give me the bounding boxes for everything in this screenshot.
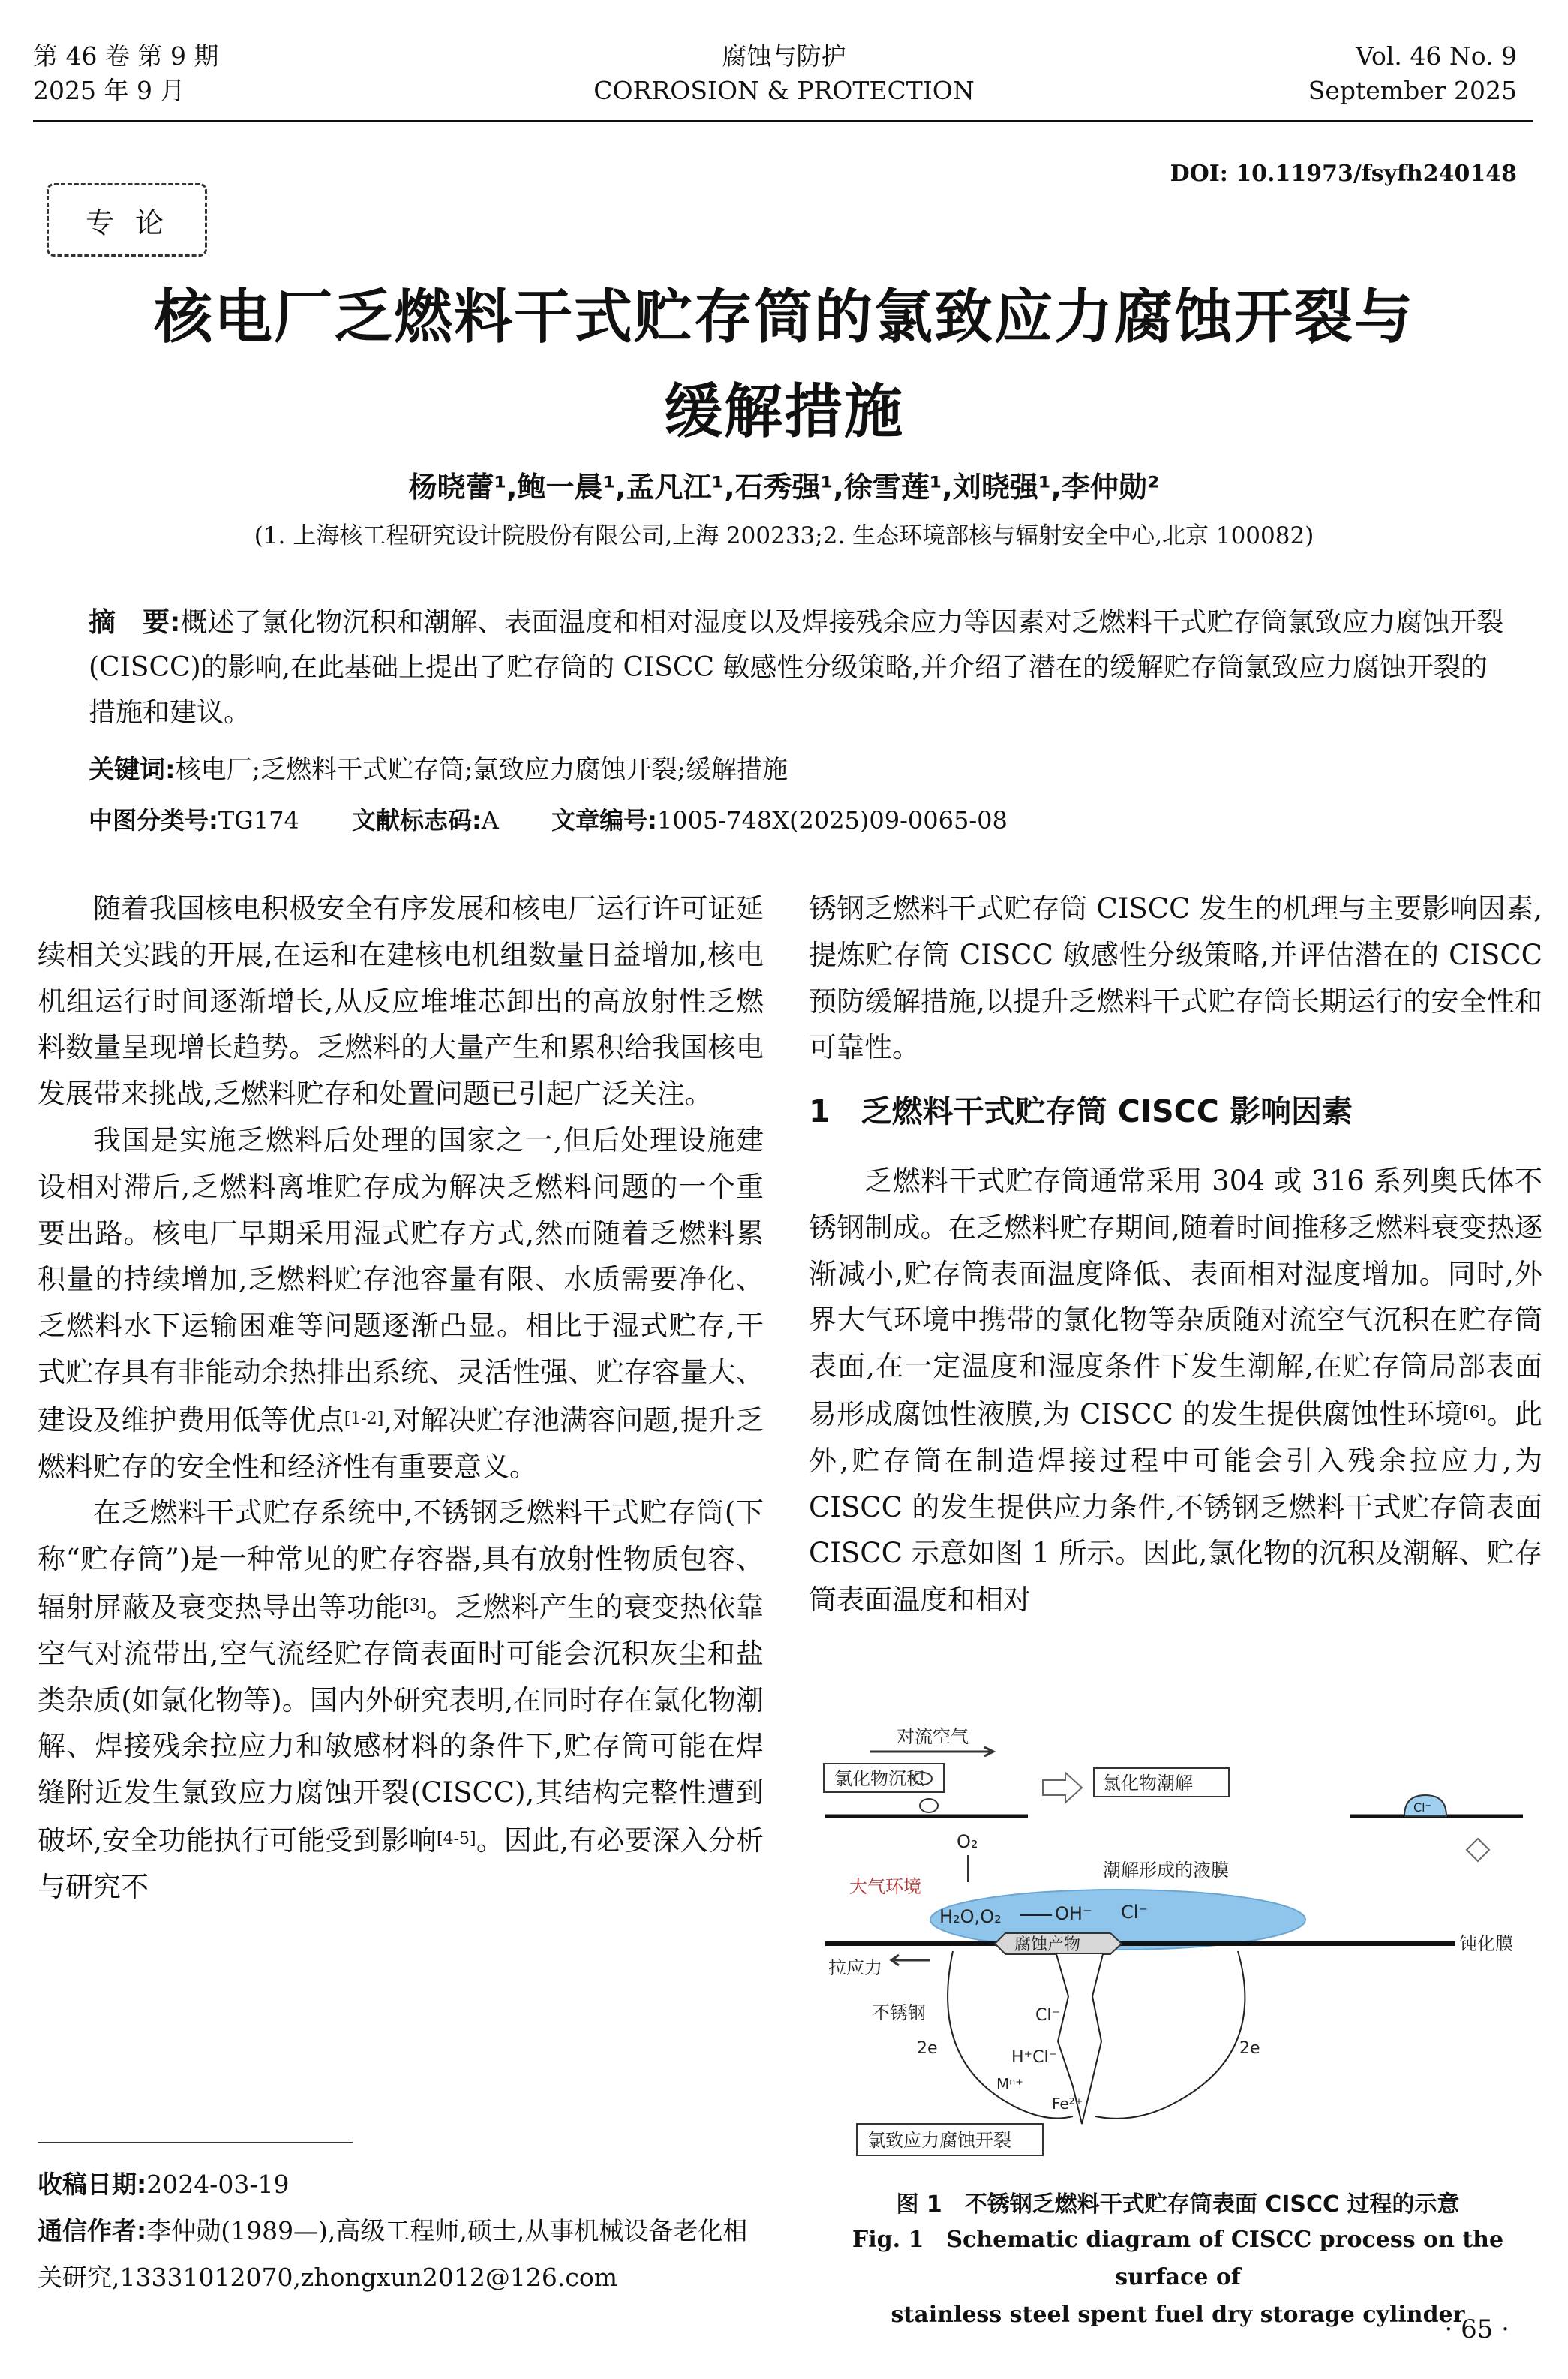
journal-name: 腐蚀与防护 CORROSION & PROTECTION bbox=[593, 41, 975, 105]
right-column bbox=[809, 886, 1542, 1623]
article-number-label: 文章编号: bbox=[551, 806, 657, 835]
paragraph: 锈钢乏燃料干式贮存筒 CISCC 发生的机理与主要影响因素,提炼贮存筒 CISCC 敏感性分级策略,并评估潜在的 CISCC 预防缓解措施,以提升乏燃料干式贮存筒长期运行的安全性和可靠性。 bbox=[809, 892, 1542, 1064]
electron-path-right bbox=[1095, 1951, 1245, 2119]
two-e-left-label: 2e bbox=[917, 2039, 938, 2058]
page-number: · 65 · bbox=[1444, 2314, 1509, 2344]
tensile-stress-label: 拉应力 bbox=[828, 1957, 882, 1978]
keywords-label: 关键词: bbox=[89, 755, 176, 785]
citation: [6] bbox=[1463, 1403, 1487, 1422]
figure-caption-cn: 图 1 不锈钢乏燃料干式贮存筒表面 CISCC 过程的示意 bbox=[896, 2191, 1460, 2218]
citation: [4-5] bbox=[437, 1829, 476, 1848]
journal-volume-issue: 第 46 卷 第 9 期 2025 年 9 月 bbox=[33, 41, 219, 105]
corresponding-author: 李仲勋(1989—),高级工程师,硕士,从事机械设备老化相关研究,13331012070,zhongxun2012@126.com bbox=[38, 2216, 748, 2292]
footnote-rule bbox=[38, 2142, 353, 2143]
paragraph: 我国是实施乏燃料后处理的国家之一,但后处理设施建设相对滞后,乏燃料离堆贮存成为解决乏燃料问题的一个重要出路。核电厂早期采用湿式贮存方式,然而随着乏燃料累积量的持续增加,乏燃料贮存池容量有限、水质需要净化、乏燃料水下运输困难等问题逐渐凸显。相比于湿式贮存,干式贮存具有非能动余热排出系统、灵活性强、贮存容量大、建设及维护费用低等优点[1-2],对解决贮存池满容问题,提升乏燃料贮存的安全性和经济性有重要意义。 bbox=[38, 1123, 764, 1483]
cl-minus-label-2: Cl⁻ bbox=[1035, 2006, 1061, 2025]
arrow-right-icon bbox=[1043, 1773, 1082, 1803]
figure-ciscc-diagram bbox=[818, 1726, 1538, 2176]
section-heading: 1 乏燃料干式贮存筒 CISCC 影响因素 bbox=[809, 1093, 1353, 1130]
article-number-value: 1005-748X(2025)09-0065-08 bbox=[656, 806, 1008, 835]
doi: DOI: 10.11973/fsyfh240148 bbox=[1170, 161, 1517, 187]
electron-path-left bbox=[948, 1951, 1073, 2119]
affiliations: (1. 上海核工程研究设计院股份有限公司,上海 200233;2. 生态环境部核与辐射安全中心,北京 100082) bbox=[254, 522, 1314, 549]
h-cl-label: H⁺Cl⁻ bbox=[1011, 2048, 1058, 2067]
journal-volume-en: Vol. 46 No. 9 September 2025 bbox=[1308, 41, 1517, 105]
clc-value: TG174 bbox=[218, 806, 299, 835]
o2-label: O₂ bbox=[957, 1831, 978, 1852]
received-date: 2024-03-19 bbox=[146, 2170, 290, 2199]
chloride-deliquesce-label: 氯化物潮解 bbox=[1103, 1773, 1193, 1794]
droplet-cl-label: Cl⁻ bbox=[1413, 1800, 1432, 1815]
doc-code-value: A bbox=[481, 806, 499, 835]
citation: [3] bbox=[403, 1596, 427, 1615]
abstract-label: 摘 要: bbox=[89, 607, 181, 638]
oh-label: OH⁻ bbox=[1055, 1903, 1092, 1924]
abstract bbox=[89, 600, 1514, 735]
ciscc-label: 氯致应力腐蚀开裂 bbox=[867, 2130, 1011, 2151]
convection-label: 对流空气 bbox=[897, 1726, 969, 1747]
corresponding-label: 通信作者: bbox=[38, 2216, 147, 2245]
paragraph: 在乏燃料干式贮存系统中,不锈钢乏燃料干式贮存筒(下称“贮存筒”)是一种常见的贮存容器,具有放射性物质包容、辐射屏蔽及衰变热导出等功能[3]。乏燃料产生的衰变热依靠空气对流带出,空气流经贮存筒表面时可能会沉积灰尘和盐类杂质(如氯化物等)。国内外研究表明,在同时存在氯化物潮解、焊接残余拉应力和敏感材料的条件下,贮存筒可能在焊缝附近发生氯致应力腐蚀开裂(CISCC),其结构完整性遭到破坏,安全功能执行可能受到影响[4-5]。因此,有必要深入分析与研究不 bbox=[38, 1496, 764, 1903]
chloride-deposit-label: 氯化物沉积 bbox=[834, 1768, 924, 1789]
paragraph: 乏燃料干式贮存筒通常采用 304 或 316 系列奥氏体不锈钢制成。在乏燃料贮存期间,随着时间推移乏燃料衰变热逐渐减小,贮存筒表面温度降低、表面相对湿度增加。同时,外界大气环境中携带的氯化物等杂质随对流空气沉积在贮存筒表面,在一定温度和湿度条件下发生潮解,在贮存筒局部表面易形成腐蚀性液膜,为 CISCC 的发生提供腐蚀性环境[6]。此外,贮存筒在制造焊接过程中可能会引入残余拉应力,为 CISCC 的发生提供应力条件,不锈钢乏燃料干式贮存筒表面 CISCC 示意如图 1 所示。因此,氯化物的沉积及潮解、贮存筒表面温度和相对 bbox=[809, 1164, 1542, 1617]
stainless-steel-label: 不锈钢 bbox=[872, 2002, 926, 2023]
two-e-right-label: 2e bbox=[1239, 2039, 1260, 2058]
classification-line bbox=[89, 802, 1514, 836]
article-title: 核电厂乏燃料干式贮存筒的氯致应力腐蚀开裂与 缓解措施 bbox=[153, 284, 1414, 446]
received-label: 收稿日期: bbox=[38, 2170, 147, 2199]
passive-film-label: 钝化膜 bbox=[1459, 1933, 1513, 1954]
h2o-o2-label: H₂O,O₂ bbox=[939, 1906, 1002, 1927]
keywords-text: 核电厂;乏燃料干式贮存筒;氯致应力腐蚀开裂;缓解措施 bbox=[175, 755, 788, 785]
header-rule bbox=[33, 120, 1533, 122]
clc-label: 中图分类号: bbox=[89, 806, 218, 835]
arrow-down-icon bbox=[1467, 1839, 1489, 1861]
cl-minus-label: Cl⁻ bbox=[1121, 1902, 1149, 1923]
authors: 杨晓蕾¹,鲍一晨¹,孟凡江¹,石秀强¹,徐雪莲¹,刘晓强¹,李仲勋² bbox=[408, 471, 1160, 504]
liquid-film-label: 潮解形成的液膜 bbox=[1103, 1860, 1229, 1881]
left-column bbox=[38, 886, 764, 1911]
fe2-label: Fe²⁺ bbox=[1052, 2095, 1083, 2113]
abstract-text: 概述了氯化物沉积和潮解、表面温度和相对湿度以及焊接残余应力等因素对乏燃料干式贮存筒氯致应力腐蚀开裂(CISCC)的影响,在此基础上提出了贮存筒的 CISCC 敏感性分级策略,并介绍了潜在的缓解贮存筒氯致应力腐蚀开裂的措施和建议。 bbox=[89, 607, 1504, 728]
paragraph: 随着我国核电积极安全有序发展和核电厂运行许可证延续相关实践的开展,在运和在建核电机组数量日益增加,核电机组运行时间逐渐增长,从反应堆堆芯卸出的高放射性乏燃料数量呈现增长趋势。乏燃料的大量产生和累积给我国核电发展带来挑战,乏燃料贮存和处置问题已引起广泛关注。 bbox=[38, 892, 764, 1111]
column-label: 专论 bbox=[47, 183, 207, 257]
atmosphere-label: 大气环境 bbox=[849, 1876, 921, 1897]
footnote bbox=[38, 2161, 765, 2301]
keywords bbox=[89, 749, 788, 786]
figure-caption-en: Fig. 1 Schematic diagram of CISCC process on the surface of stainless steel spent fuel dry storage cylinder bbox=[852, 2227, 1504, 2328]
m-n-label: Mⁿ⁺ bbox=[996, 2075, 1023, 2093]
salt-particle bbox=[920, 1799, 938, 1812]
doc-code-label: 文献标志码: bbox=[351, 806, 482, 835]
citation: [1-2] bbox=[344, 1409, 384, 1428]
corrosion-product-label: 腐蚀产物 bbox=[1014, 1935, 1081, 1954]
